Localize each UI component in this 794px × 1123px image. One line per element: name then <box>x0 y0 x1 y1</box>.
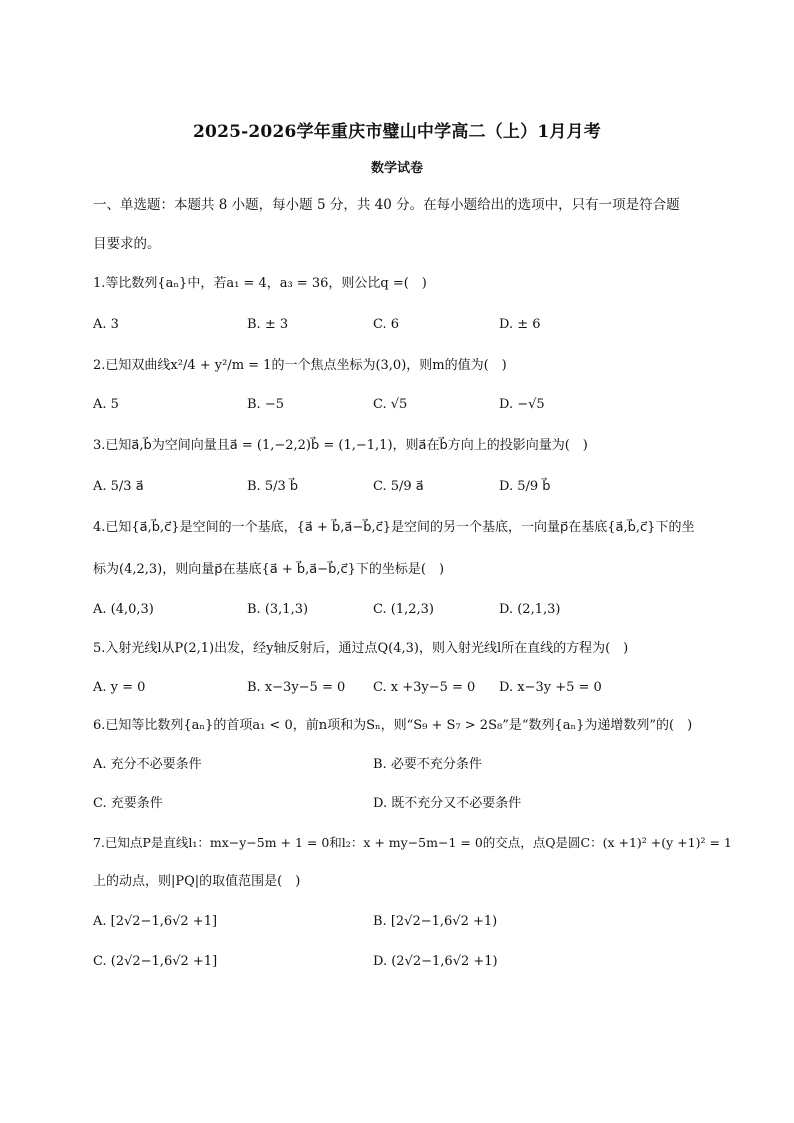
question-5-option-b: B. x−3y−5 = 0 <box>247 680 346 695</box>
question-2-option-b: B. −5 <box>247 397 284 412</box>
question-6-option-b: B. 必要不充分条件 <box>373 757 482 772</box>
question-7-stem-cont: 上的动点，则|PQ|的取值范围是( ) <box>93 874 301 889</box>
section-heading-cont: 目要求的。 <box>93 236 161 252</box>
question-2-option-d: D. −√5 <box>499 397 545 412</box>
question-2-stem: 2.已知双曲线x²/4 + y²/m = 1的一个焦点坐标为(3,0)，则m的值为( ) <box>93 358 507 373</box>
question-4-stem: 4.已知{a⃗,b⃗,c⃗}是空间的一个基底，{a⃗ + b⃗,a⃗−b⃗,c⃗}是空间的另一个基底，一向量p⃗在基底{a⃗,b⃗,c⃗}下的坐 <box>93 520 695 535</box>
question-6-option-a: A. 充分不必要条件 <box>93 757 202 772</box>
question-5-stem: 5.入射光线l从P(2,1)出发，经y轴反射后，通过点Q(4,3)，则入射光线l所在直线的方程为( ) <box>93 641 629 656</box>
section-heading: 一、单选题：本题共 8 小题，每小题 5 分，共 40 分。在每小题给出的选项中，只有一项是符合题 <box>93 197 680 213</box>
question-5-option-a: A. y = 0 <box>93 680 146 695</box>
question-3-option-a: A. 5/3 a⃗ <box>93 479 144 494</box>
question-5-option-c: C. x +3y−5 = 0 <box>373 680 476 695</box>
question-1-stem: 1.等比数列{aₙ}中，若a₁ = 4，a₃ = 36，则公比q =( ) <box>93 276 427 291</box>
question-4-option-a: A. (4,0,3) <box>93 602 154 617</box>
question-4-stem-cont: 标为(4,2,3)，则向量p⃗在基底{a⃗ + b⃗,a⃗−b⃗,c⃗}下的坐标是( ) <box>93 562 445 577</box>
question-3-option-d: D. 5/9 b⃗ <box>499 479 551 494</box>
question-4-option-b: B. (3,1,3) <box>247 602 309 617</box>
question-3-option-b: B. 5/3 b⃗ <box>247 479 299 494</box>
exam-subtitle: 数学试卷 <box>370 161 423 176</box>
question-7-option-b: B. [2√2−1,6√2 +1) <box>373 914 498 929</box>
question-1-option-b: B. ± 3 <box>247 317 289 332</box>
question-6-option-c: C. 充要条件 <box>93 796 163 811</box>
question-5-option-d: D. x−3y +5 = 0 <box>499 680 602 695</box>
question-7-option-a: A. [2√2−1,6√2 +1] <box>93 914 218 929</box>
question-4-option-d: D. (2,1,3) <box>499 602 561 617</box>
question-6-stem: 6.已知等比数列{aₙ}的首项a₁ < 0，前n项和为Sₙ，则“S₉ + S₇ > 2S₈”是“数列{aₙ}为递增数列”的( ) <box>93 718 693 733</box>
question-2-option-a: A. 5 <box>93 397 119 412</box>
question-7-option-d: D. (2√2−1,6√2 +1) <box>373 954 498 969</box>
question-7-option-c: C. (2√2−1,6√2 +1] <box>93 954 218 969</box>
exam-title: 2025-2026学年重庆市璧山中学高二（上）1月月考 <box>193 122 601 142</box>
question-2-option-c: C. √5 <box>373 397 408 412</box>
question-6-option-d: D. 既不充分又不必要条件 <box>373 796 522 811</box>
question-3-option-c: C. 5/9 a⃗ <box>373 479 424 494</box>
question-4-option-c: C. (1,2,3) <box>373 602 434 617</box>
question-3-stem: 3.已知a⃗,b⃗为空间向量且a⃗ = (1,−2,2)b⃗ = (1,−1,1)，则a⃗在b⃗方向上的投影向量为( ) <box>93 438 588 453</box>
question-1-option-c: C. 6 <box>373 317 400 332</box>
question-1-option-a: A. 3 <box>93 317 119 332</box>
question-7-stem: 7.已知点P是直线l₁：mx−y−5m + 1 = 0和l₂：x + my−5m−1 = 0的交点，点Q是圆C：(x +1)² +(y +1)² = 1 <box>93 835 732 850</box>
question-1-option-d: D. ± 6 <box>499 317 541 332</box>
